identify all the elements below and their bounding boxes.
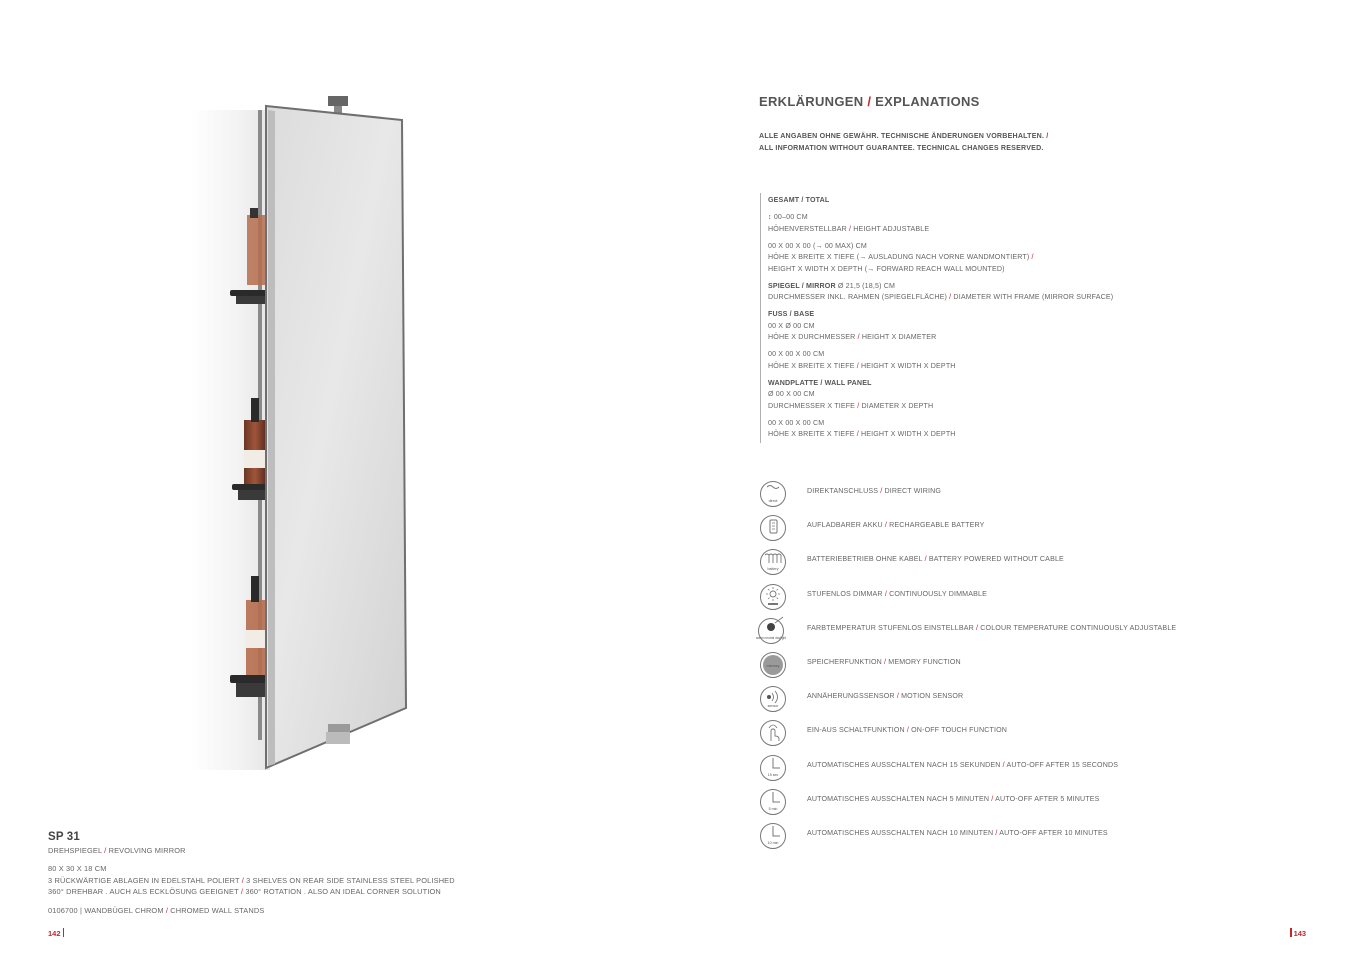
wall-desc1-de: DURCHMESSER X TIEFE [768, 401, 856, 410]
specifications [768, 195, 1328, 446]
feature2-de: 360° DREHBAR . AUCH ALS ECKLÖSUNG GEEIGNET [48, 887, 239, 897]
symbol-label-en: MOTION SENSOR [901, 692, 964, 701]
spec-divider [760, 193, 761, 443]
symbol-label-de: AUTOMATISCHES AUSSCHALTEN NACH 15 SEKUNDEN [807, 760, 1001, 769]
wall-value1: Ø 00 X 00 CM [768, 390, 815, 398]
separator: / [881, 658, 889, 666]
base-desc1-en: HEIGHT X DIAMETER [861, 333, 937, 341]
spec-wall: WANDPLATTE / WALL PANEL Ø 00 X 00 CM DURCHMESSER X TIEFE / DIAMETER X DEPTH [768, 378, 1328, 413]
symbol-row [749, 748, 1329, 782]
spec-wall-2: 00 X 00 X 00 CM HÖHE X BREITE X TIEFE / HEIGHT X WIDTH X DEPTH [768, 418, 1328, 441]
separator: / [878, 487, 885, 495]
spec-mirror: SPIEGEL / MIRROR Ø 21,5 (18,5) CM DURCHMESSER INKL. RAHMEN (SPIEGELFLÄCHE) / DIAMETER WITH FRAME (MIRROR SURFACE) [768, 281, 1114, 301]
symbol-label-en: AUTO-OFF AFTER 10 MINUTES [999, 829, 1108, 837]
feature1-de: 3 RÜCKWÄRTIGE ABLAGEN IN EDELSTAHL POLIERT [48, 875, 240, 885]
separator: / [922, 555, 929, 564]
symbol-label [807, 624, 1176, 632]
spec-total-en: TOTAL [805, 196, 830, 204]
product-dimensions: 80 X 30 X 18 CM [48, 864, 107, 874]
base-desc2-de: HÖHE X BREITE X TIEFE [768, 361, 855, 370]
page-heading: ERKLÄRUNGEN / EXPLANATIONS [759, 94, 980, 109]
accessory-en: CHROMED WALL STANDS [170, 905, 265, 915]
symbol-label-en: BATTERY POWERED WITHOUT CABLE [928, 555, 1064, 564]
wall-desc2-de: HÖHE X BREITE X TIEFE [768, 430, 855, 438]
symbol-row [749, 713, 1329, 747]
base-desc1-de: HÖHE X DURCHMESSER [768, 333, 856, 341]
page-number-right-text: 143 [1293, 929, 1307, 938]
symbol-label-de: SPEICHERFUNKTION [807, 658, 882, 666]
separator: / [1000, 760, 1007, 769]
symbol-label [807, 658, 961, 666]
symbol-icon-text: warm neutral daylight [755, 635, 787, 640]
accessory-de: WANDBÜGEL CHROM [84, 905, 164, 915]
timer-10min-icon [757, 820, 789, 852]
motion-sensor-icon [757, 683, 789, 715]
product-name: DREHSPIEGEL / REVOLVING MIRROR [48, 846, 186, 855]
symbol-label [807, 726, 1007, 734]
symbol-label-de: FARBTEMPERATUR STUFENLOS EINSTELLBAR [807, 623, 974, 632]
height-arrow-icon: ↕ [768, 213, 774, 221]
rechargeable-battery-icon [757, 512, 789, 544]
symbol-row [749, 611, 1329, 645]
page-number-left [48, 928, 64, 938]
height-adj-de: HÖHENVERSTELLBAR [768, 224, 847, 233]
page-number-left-text: 142 [48, 929, 61, 938]
product-photo-revolving-mirror [150, 80, 470, 780]
symbol-label [807, 521, 984, 529]
symbol-row [749, 816, 1329, 850]
wall-de: WANDPLATTE [768, 378, 819, 387]
base-de: FUSS [768, 310, 788, 318]
symbol-label [807, 795, 1100, 803]
separator: / [882, 589, 890, 598]
symbol-icon-text: sensor [767, 704, 779, 709]
separator: / [904, 726, 912, 735]
dims-total: 00 X 00 X 00 (→ 00 MAX) CM [768, 241, 867, 250]
disclaimer-en: ALL INFORMATION WITHOUT GUARANTEE. TECHNICAL CHANGES RESERVED. [759, 143, 1044, 152]
spec-height: ↕ 00–00 CM HÖHENVERSTELLBAR / HEIGHT ADJUSTABLE [768, 213, 930, 233]
disclaimer: ALLE ANGABEN OHNE GEWÄHR. TECHNISCHE ÄNDERUNGEN VORBEHALTEN. / ALL INFORMATION WITHOUT GUARANTEE. TECHNICAL CHANGES RESERVED. [759, 131, 1048, 154]
height-range: 00–00 CM [773, 213, 808, 221]
symbol-label-de: BATTERIEBETRIEB OHNE KABEL [807, 555, 923, 564]
height-adj-en: HEIGHT ADJUSTABLE [853, 224, 930, 233]
symbol-icon-text: 5 min [768, 806, 778, 811]
separator: / [989, 794, 996, 803]
timer-15s-icon [757, 752, 789, 784]
product-feature-shelves: 3 RÜCKWÄRTIGE ABLAGEN IN EDELSTAHL POLIERT / 3 SHELVES ON REAR SIDE STAINLESS STEEL POLISHED [48, 875, 455, 885]
symbol-label-en: MEMORY FUNCTION [888, 658, 961, 666]
heading-de: ERKLÄRUNGEN [759, 94, 864, 109]
accessory-code: 0106700 [48, 905, 78, 915]
separator: / [993, 829, 1000, 837]
wall-value2: 00 X 00 X 00 CM [768, 418, 825, 427]
product-code: SP 31 [48, 831, 80, 843]
symbol-label [807, 692, 963, 700]
symbol-icon-text: memory [766, 664, 780, 668]
product-feature-rotation: 360° DREHBAR . AUCH ALS ECKLÖSUNG GEEIGNET / 360° ROTATION . ALSO AN IDEAL CORNER SOLUTION [48, 887, 441, 897]
symbol-row [749, 645, 1329, 679]
symbol-icon-text: 10 min [767, 841, 779, 845]
symbol-label [807, 590, 987, 598]
dims-total-de: HÖHE X BREITE X TIEFE (→ AUSLADUNG NACH VORNE WANDMONTIERT) [768, 253, 1030, 261]
symbol-label-en: AUTO-OFF AFTER 15 SECONDS [1006, 760, 1119, 769]
wall-en: WALL PANEL [824, 378, 872, 387]
symbol-label-de: DIREKTANSCHLUSS [807, 487, 879, 495]
battery-powered-icon [757, 546, 789, 578]
symbol-label-de: AUTOMATISCHES AUSSCHALTEN NACH 5 MINUTEN [807, 794, 990, 803]
product-name-de: DREHSPIEGEL [48, 846, 102, 855]
mirror-en: MIRROR [806, 281, 836, 290]
symbol-label-de: AUTOMATISCHES AUSSCHALTEN NACH 10 MINUTEN [807, 829, 994, 837]
symbol-label [807, 555, 1064, 563]
spec-base-2: 00 X 00 X 00 CM HÖHE X BREITE X TIEFE / HEIGHT X WIDTH X DEPTH [768, 349, 1328, 372]
touch-icon [757, 717, 789, 749]
disclaimer-de: ALLE ANGABEN OHNE GEWÄHR. TECHNISCHE ÄNDERUNGEN VORBEHALTEN. [759, 132, 1045, 140]
symbol-label-de: ANNÄHERUNGSSENSOR [807, 692, 895, 701]
symbol-row [749, 508, 1329, 542]
symbol-row [749, 679, 1329, 713]
timer-5min-icon [757, 786, 789, 818]
symbol-label-en: COLOUR TEMPERATURE CONTINUOUSLY ADJUSTABLE [980, 623, 1177, 632]
spec-base: FUSS / BASE 00 X Ø 00 CM HÖHE X DURCHMESSER / HEIGHT X DIAMETER [768, 309, 1328, 344]
symbol-row [749, 577, 1329, 611]
symbol-label-en: RECHARGEABLE BATTERY [889, 521, 985, 530]
heading-en: EXPLANATIONS [875, 94, 980, 109]
feature1-en: 3 SHELVES ON REAR SIDE STAINLESS STEEL POLISHED [246, 875, 455, 885]
symbol-label [807, 829, 1108, 837]
symbol-label-en: CONTINUOUSLY DIMMABLE [889, 589, 987, 598]
product-name-en: REVOLVING MIRROR [108, 846, 186, 855]
separator: / [894, 692, 902, 701]
mirror-value: Ø 21,5 (18,5) CM [837, 281, 896, 290]
symbol-icon-text: direct [768, 499, 778, 503]
product-description [48, 830, 568, 916]
page-number-right [1290, 928, 1306, 938]
memory-icon [757, 649, 789, 681]
color-temperature-icon [749, 615, 793, 647]
spec-dims-total: 00 X 00 X 00 (→ 00 MAX) CM HÖHE X BREITE X TIEFE (→ AUSLADUNG NACH VORNE WANDMONTIERT) / HEIGHT X WIDTH X DEPTH (→ FORWARD REACH WALL MOUNTED) [768, 241, 1328, 276]
symbol-row [749, 474, 1329, 508]
symbol-label-en: ON-OFF TOUCH FUNCTION [911, 726, 1008, 735]
direct-wiring-icon [757, 478, 789, 510]
base-value2: 00 X 00 X 00 CM [768, 350, 825, 358]
feature2-en: 360° ROTATION . ALSO AN IDEAL CORNER SOLUTION [245, 887, 441, 897]
symbol-icon-text: battery [767, 567, 779, 572]
symbol-row [749, 542, 1329, 576]
symbol-label-en: AUTO-OFF AFTER 5 MINUTES [995, 794, 1100, 803]
mirror-desc-en: DIAMETER WITH FRAME (MIRROR SURFACE) [953, 293, 1114, 301]
symbol-label-de: STUFENLOS DIMMAR [807, 589, 883, 598]
dims-total-en: HEIGHT X WIDTH X DEPTH (→ FORWARD REACH WALL MOUNTED) [768, 264, 1005, 273]
dimmable-icon [757, 581, 789, 613]
spec-total-de: GESAMT [768, 196, 800, 204]
symbol-label [807, 487, 941, 495]
base-value1: 00 X Ø 00 CM [768, 321, 815, 330]
base-en: BASE [793, 310, 815, 318]
symbol-row [749, 782, 1329, 816]
product-accessory: 0106700 | WANDBÜGEL CHROM / CHROMED WALL STANDS [48, 905, 265, 915]
spec-total: GESAMT / TOTAL [768, 196, 830, 204]
mirror-de: SPIEGEL [768, 281, 800, 290]
wall-desc2-en: HEIGHT X WIDTH X DEPTH [860, 430, 956, 438]
symbol-label-de: AUFLADBARER AKKU [807, 521, 883, 530]
symbol-label-en: DIRECT WIRING [884, 487, 942, 495]
base-desc2-en: HEIGHT X WIDTH X DEPTH [860, 361, 956, 370]
symbol-label [807, 761, 1118, 769]
mirror-desc-de: DURCHMESSER INKL. RAHMEN (SPIEGELFLÄCHE) [768, 293, 948, 301]
separator: / [973, 623, 981, 632]
symbol-icon-text: 15 sec [767, 772, 779, 777]
separator: / [882, 521, 890, 530]
symbol-label-de: EIN-AUS SCHALTFUNKTION [807, 726, 905, 735]
wall-desc1-en: DIAMETER X DEPTH [861, 401, 934, 410]
